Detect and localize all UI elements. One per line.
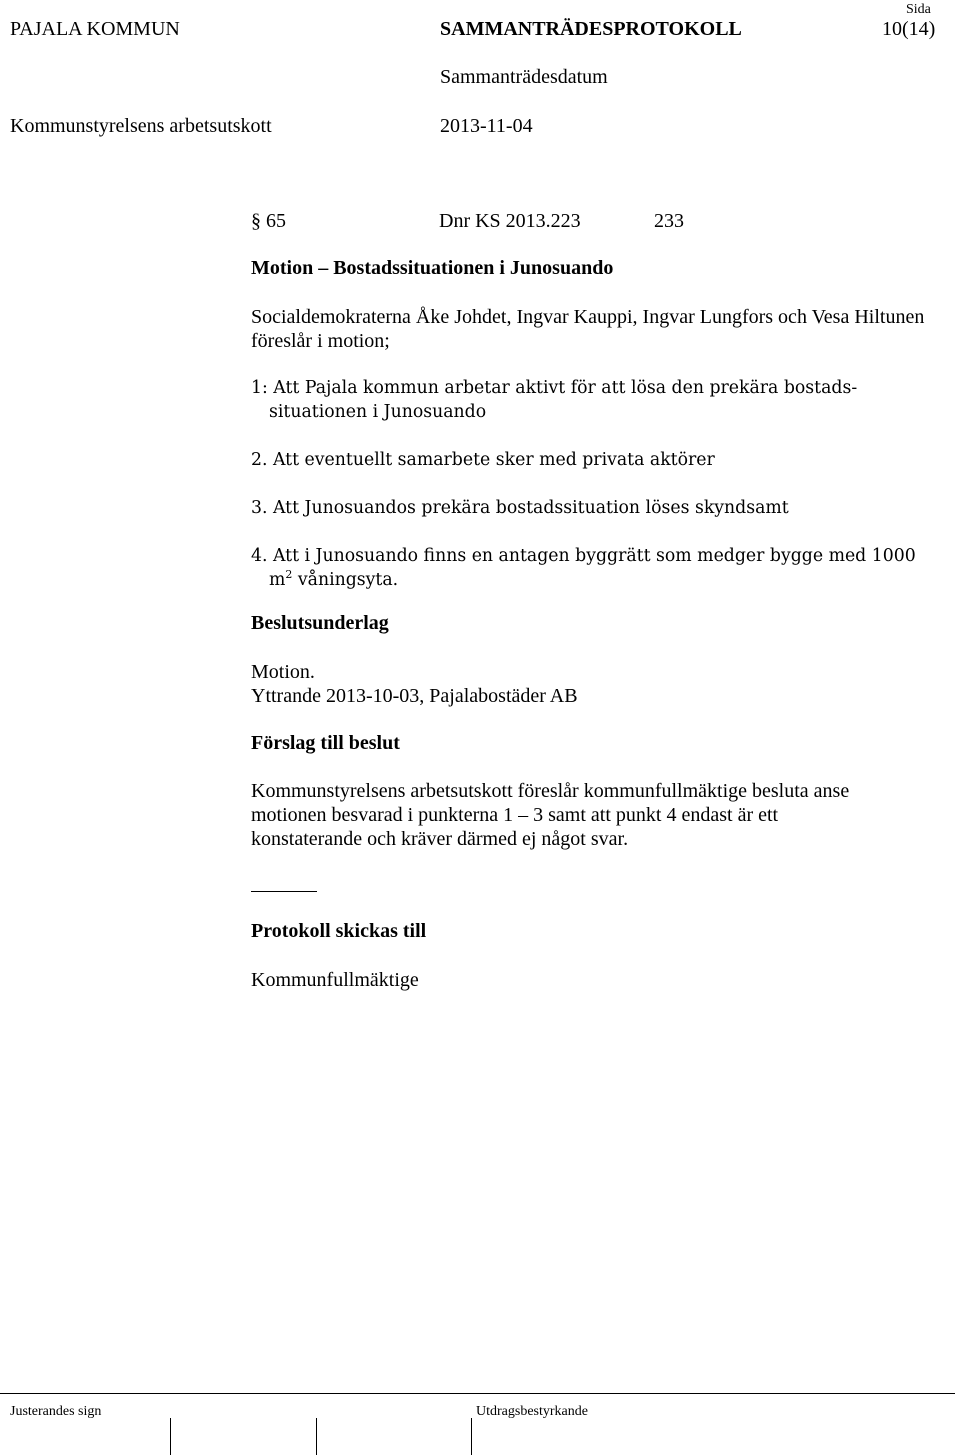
justerandes-sign-label: Justerandes sign [10, 1404, 102, 1419]
separator-line [251, 891, 317, 892]
beslutsunderlag-list [251, 660, 951, 708]
list-item-line: 1: Att Pajala kommun arbetar aktivt för att lösa den prekära bostads- [251, 378, 858, 398]
page-label: Sida [906, 2, 931, 17]
beslutsunderlag-item: Yttrande 2013-10-03, Pajalabostäder AB [251, 685, 578, 707]
forslag-line: motionen besvarad i punkterna 1 – 3 samt att punkt 4 endast är ett [251, 804, 779, 826]
section-title: Motion – Bostadssituationen i Junosuando [251, 257, 614, 279]
meeting-date: 2013-11-04 [440, 115, 533, 137]
list-item-line: 4. Att i Junosuando finns en antagen byggrätt som medger bygge med 1000 [251, 546, 916, 566]
signature-box-divider [316, 1418, 317, 1455]
unit-text: m [269, 570, 286, 590]
committee-name: Kommunstyrelsens arbetsutskott [10, 115, 272, 137]
list-item-line: 3. Att Junosuandos prekära bostadssituation löses skyndsamt [251, 498, 789, 518]
protokoll-heading: Protokoll skickas till [251, 920, 427, 942]
forslag-heading: Förslag till beslut [251, 732, 400, 754]
footer-divider [0, 1393, 955, 1394]
paragraph-number: § 65 [251, 210, 286, 232]
diary-number: Dnr KS 2013.223 [439, 210, 581, 232]
motion-intro: Socialdemokraterna Åke Johdet, Ingvar Kauppi, Ingvar Lungfors och Vesa Hiltunen föreslår i motion; [251, 306, 925, 352]
forslag-line: konstaterande och kräver därmed ej något svar. [251, 828, 629, 850]
beslutsunderlag-item: Motion. [251, 661, 315, 683]
recipient: Kommunfullmäktige [251, 969, 419, 991]
forslag-text [251, 779, 951, 851]
list-item [251, 448, 951, 472]
unit-suffix: våningsyta. [292, 570, 399, 590]
list-item [251, 544, 951, 592]
forslag-line: Kommunstyrelsens arbetsutskott föreslår kommunfullmäktige besluta anse [251, 780, 850, 802]
list-item [251, 496, 951, 520]
organization-name: PAJALA KOMMUN [10, 18, 180, 40]
page-number: 10(14) [882, 18, 936, 40]
list-item-line [251, 568, 951, 592]
signature-box-divider [471, 1418, 472, 1455]
document-type: SAMMANTRÄDESPROTOKOLL [440, 18, 742, 40]
unit-superscript: 2 [285, 568, 293, 582]
beslutsunderlag-heading: Beslutsunderlag [251, 612, 389, 634]
reference-number: 233 [654, 210, 684, 232]
list-item-line: 2. Att eventuellt samarbete sker med privata aktörer [251, 450, 715, 470]
list-item-line: situationen i Junosuando [269, 402, 487, 422]
list-item [251, 376, 951, 424]
meeting-date-label: Sammanträdesdatum [440, 66, 608, 88]
utdragsbestyrkande-label: Utdragsbestyrkande [476, 1404, 588, 1419]
signature-box-divider [170, 1418, 171, 1455]
